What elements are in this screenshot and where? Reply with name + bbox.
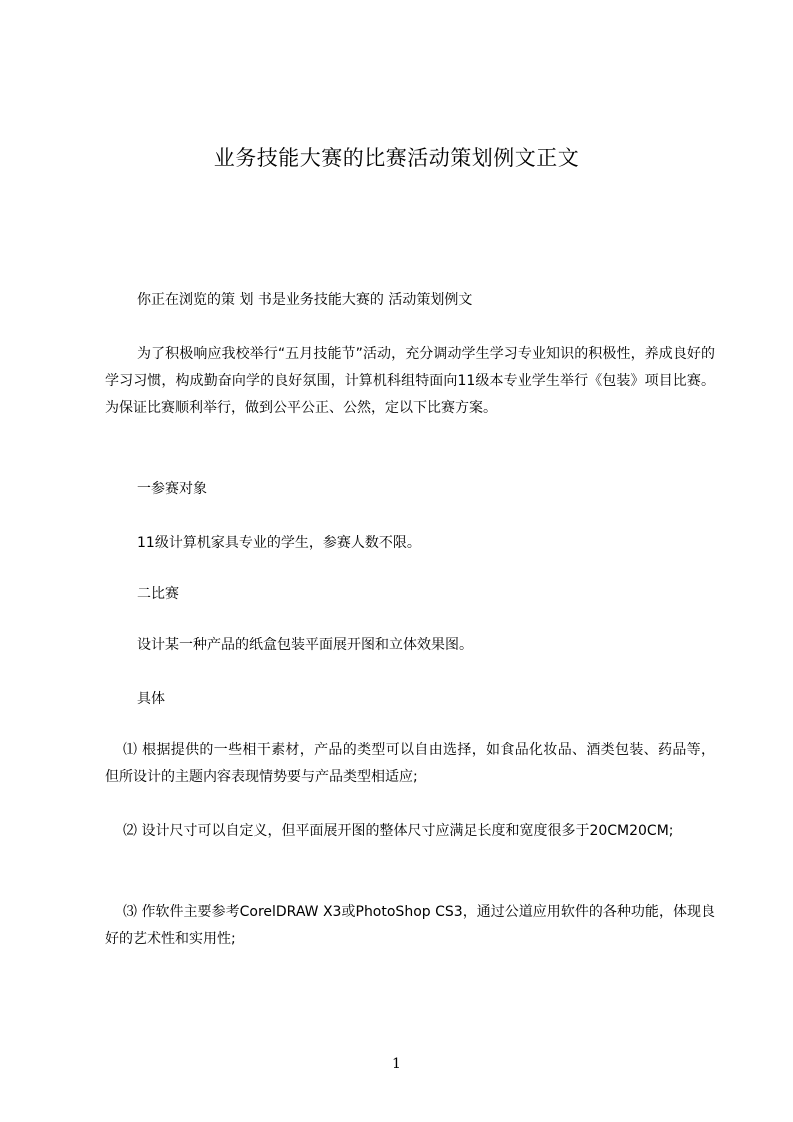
section-heading-competition: 二比赛	[137, 586, 179, 602]
document-title: 业务技能大赛的比赛活动策划例文正文	[213, 146, 580, 170]
requirement-item-3: ⑶ 作软件主要参考CorelDRAW X3或PhotoShop CS3，通过公道应用软件的各种功能，体现良好的艺术性和实用性;	[105, 904, 715, 947]
intro-paragraph: 你正在浏览的策 划 书是业务技能大赛的 活动策划例文	[137, 292, 473, 308]
section-heading-participants: 一参赛对象	[137, 481, 207, 497]
requirement-item-1: ⑴ 根据提供的一些相干素材，产品的类型可以自由选择，如食品化妆品、酒类包装、药品等，但所设计的主题内容表现情势要与产品类型相适应;	[105, 742, 715, 785]
participants-paragraph: 11级计算机家具专业的学生，参赛人数不限。	[137, 535, 421, 551]
purpose-paragraph: 为了积极响应我校举行“五月技能节”活动，充分调动学生学习专业知识的积极性，养成良好的学习习惯，构成勤奋向学的良好氛围，计算机科组特面向11级本专业学生举行《包装》项目比赛。为保证比赛顺利举行，做到公平公正、公然，定以下比赛方案。	[105, 346, 715, 416]
requirement-item-2: ⑵ 设计尺寸可以自定义，但平面展开图的整体尺寸应满足长度和宽度很多于20CM20CM;	[123, 823, 674, 839]
competition-paragraph: 设计某一种产品的纸盒包装平面展开图和立体效果图。	[137, 637, 473, 653]
page-number: 1	[392, 1056, 401, 1072]
details-heading: 具体	[137, 691, 165, 707]
